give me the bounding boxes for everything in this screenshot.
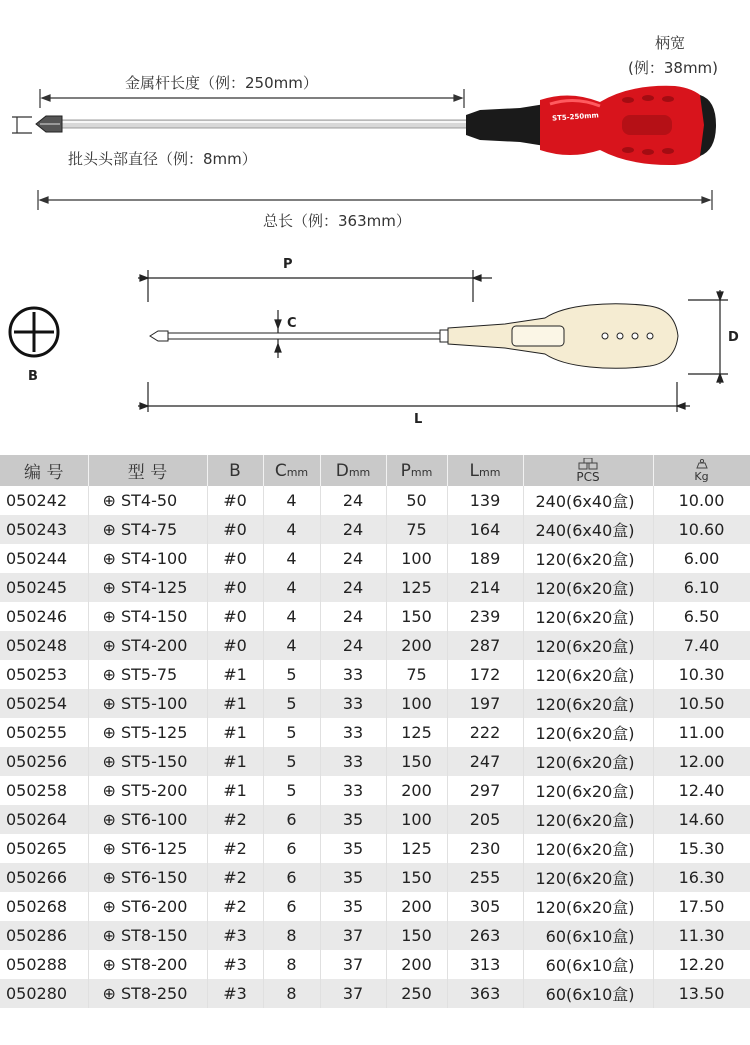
cell-d: 33 (320, 718, 386, 747)
cell-b: #1 (207, 689, 263, 718)
cell-b: #2 (207, 892, 263, 921)
cell-pcs: 120(6x20盒) (523, 776, 653, 805)
cell-b: #2 (207, 863, 263, 892)
cell-l: 222 (447, 718, 523, 747)
cell-kg: 13.50 (653, 979, 750, 1008)
cell-c: 5 (263, 660, 320, 689)
cell-c: 4 (263, 486, 320, 515)
cell-c: 4 (263, 544, 320, 573)
total-length-label: 总长（例：363mm） (263, 212, 411, 230)
cell-d: 24 (320, 544, 386, 573)
cell-d: 33 (320, 689, 386, 718)
cell-l: 139 (447, 486, 523, 515)
cell-code: 050286 (0, 921, 88, 950)
cell-b: #3 (207, 950, 263, 979)
cell-b: #1 (207, 660, 263, 689)
cell-code: 050244 (0, 544, 88, 573)
cell-model: ⊕ ST5-200 (88, 776, 207, 805)
table-row (0, 689, 750, 718)
cell-model: ⊕ ST4-125 (88, 573, 207, 602)
cell-p: 100 (386, 544, 447, 573)
cell-model: ⊕ ST5-75 (88, 660, 207, 689)
cell-model: ⊕ ST5-150 (88, 747, 207, 776)
cell-pcs: 120(6x20盒) (523, 689, 653, 718)
header-d-letter: D (335, 460, 349, 481)
d-dimension (688, 290, 728, 384)
header-l (447, 455, 523, 486)
header-l-letter: L (469, 460, 480, 481)
table-row (0, 718, 750, 747)
shaft-length-label: 金属杆长度（例：250mm） (125, 74, 318, 92)
phillips-symbol-icon (10, 308, 58, 356)
cell-l: 172 (447, 660, 523, 689)
cell-d: 35 (320, 805, 386, 834)
cell-pcs: 120(6x20盒) (523, 602, 653, 631)
cell-b: #0 (207, 602, 263, 631)
cell-code: 050254 (0, 689, 88, 718)
cell-b: #0 (207, 631, 263, 660)
handle-ferrule (466, 104, 545, 146)
cell-code: 050258 (0, 776, 88, 805)
cell-pcs: 120(6x20盒) (523, 805, 653, 834)
cell-d: 24 (320, 631, 386, 660)
cell-l: 305 (447, 892, 523, 921)
cell-model: ⊕ ST4-75 (88, 515, 207, 544)
cell-p: 125 (386, 718, 447, 747)
cell-code: 050242 (0, 486, 88, 515)
p-label: P (283, 257, 293, 272)
handle-width-example: (例：38mm) (628, 59, 719, 77)
cell-b: #1 (207, 776, 263, 805)
cell-p: 200 (386, 776, 447, 805)
cell-b: #0 (207, 515, 263, 544)
cell-model: ⊕ ST8-250 (88, 979, 207, 1008)
cell-pcs: 120(6x20盒) (523, 573, 653, 602)
cell-c: 5 (263, 718, 320, 747)
weight-icon (695, 459, 709, 469)
cell-p: 125 (386, 573, 447, 602)
table-row (0, 631, 750, 660)
cell-l: 214 (447, 573, 523, 602)
cell-c: 6 (263, 863, 320, 892)
shaft-length-dimension (40, 89, 464, 108)
cell-p: 75 (386, 515, 447, 544)
cell-p: 150 (386, 921, 447, 950)
cell-model: ⊕ ST8-200 (88, 950, 207, 979)
cell-code: 050288 (0, 950, 88, 979)
cell-p: 150 (386, 602, 447, 631)
cell-b: #1 (207, 718, 263, 747)
cell-pcs: 120(6x20盒) (523, 544, 653, 573)
cell-model: ⊕ ST6-200 (88, 892, 207, 921)
table-header-row (0, 455, 750, 486)
cell-c: 5 (263, 747, 320, 776)
cell-model: ⊕ ST6-125 (88, 834, 207, 863)
spec-table (0, 455, 750, 1008)
tool-outline (150, 304, 678, 369)
cell-p: 150 (386, 747, 447, 776)
cell-c: 8 (263, 950, 320, 979)
cell-p: 100 (386, 805, 447, 834)
cell-pcs: 240(6x40盒) (523, 486, 653, 515)
table-row (0, 660, 750, 689)
cell-model: ⊕ ST4-200 (88, 631, 207, 660)
header-b: B (207, 455, 263, 486)
cell-code: 050264 (0, 805, 88, 834)
cell-c: 5 (263, 776, 320, 805)
cell-b: #2 (207, 805, 263, 834)
cell-d: 24 (320, 515, 386, 544)
cell-p: 200 (386, 631, 447, 660)
cell-c: 6 (263, 834, 320, 863)
cell-kg: 6.10 (653, 573, 750, 602)
cell-c: 6 (263, 805, 320, 834)
dimension-drawing (0, 240, 750, 440)
cell-code: 050248 (0, 631, 88, 660)
cell-c: 4 (263, 631, 320, 660)
cell-kg: 6.00 (653, 544, 750, 573)
cell-p: 125 (386, 834, 447, 863)
cell-l: 239 (447, 602, 523, 631)
cell-model: ⊕ ST5-100 (88, 689, 207, 718)
cell-code: 050255 (0, 718, 88, 747)
cell-kg: 11.00 (653, 718, 750, 747)
cell-kg: 10.60 (653, 515, 750, 544)
cell-l: 189 (447, 544, 523, 573)
table-row (0, 544, 750, 573)
header-d-unit: mm (348, 465, 371, 479)
table-row (0, 602, 750, 631)
p-dimension (138, 270, 492, 302)
tip-diameter-label: 批头头部直径（例：8mm） (68, 150, 257, 168)
cell-pcs: 120(6x20盒) (523, 892, 653, 921)
header-pcs (523, 455, 653, 486)
table-row (0, 515, 750, 544)
table-row (0, 573, 750, 602)
cell-c: 8 (263, 979, 320, 1008)
cell-code: 050256 (0, 747, 88, 776)
table-row (0, 747, 750, 776)
cell-model: ⊕ ST6-150 (88, 863, 207, 892)
cell-b: #1 (207, 747, 263, 776)
cell-kg: 12.00 (653, 747, 750, 776)
cell-pcs: 120(6x20盒) (523, 660, 653, 689)
cell-kg: 10.50 (653, 689, 750, 718)
cell-pcs: 120(6x20盒) (523, 834, 653, 863)
header-c-unit: mm (286, 465, 309, 479)
header-kg (653, 455, 750, 486)
cell-kg: 12.40 (653, 776, 750, 805)
header-kg-text: Kg (694, 469, 709, 483)
cell-d: 33 (320, 776, 386, 805)
l-label: L (414, 412, 423, 427)
cell-p: 100 (386, 689, 447, 718)
cell-b: #0 (207, 486, 263, 515)
cell-d: 37 (320, 979, 386, 1008)
cell-kg: 17.50 (653, 892, 750, 921)
d-label: D (728, 330, 739, 345)
b-label: B (28, 369, 38, 384)
cell-code: 050246 (0, 602, 88, 631)
cell-kg: 15.30 (653, 834, 750, 863)
cell-model: ⊕ ST5-125 (88, 718, 207, 747)
cell-l: 205 (447, 805, 523, 834)
handle-width-label: 柄宽 (655, 34, 686, 52)
header-c (263, 455, 320, 486)
cell-pcs: 60(6x10盒) (523, 950, 653, 979)
cell-p: 200 (386, 950, 447, 979)
cell-code: 050280 (0, 979, 88, 1008)
cell-p: 150 (386, 863, 447, 892)
cell-pcs: 60(6x10盒) (523, 979, 653, 1008)
header-pcs-text: PCS (576, 469, 600, 484)
cell-b: #0 (207, 544, 263, 573)
handle-print-text: ST5-250mm (551, 111, 600, 123)
cell-l: 164 (447, 515, 523, 544)
cell-d: 35 (320, 892, 386, 921)
cell-d: 35 (320, 863, 386, 892)
table-row (0, 486, 750, 515)
cell-d: 33 (320, 747, 386, 776)
cell-pcs: 240(6x40盒) (523, 515, 653, 544)
cell-p: 50 (386, 486, 447, 515)
cell-l: 247 (447, 747, 523, 776)
cell-l: 255 (447, 863, 523, 892)
cell-pcs: 120(6x20盒) (523, 718, 653, 747)
cell-b: #2 (207, 834, 263, 863)
table-row (0, 834, 750, 863)
cell-model: ⊕ ST4-50 (88, 486, 207, 515)
cell-model: ⊕ ST4-150 (88, 602, 207, 631)
table-row (0, 892, 750, 921)
cell-c: 4 (263, 573, 320, 602)
cell-pcs: 120(6x20盒) (523, 631, 653, 660)
l-dimension (138, 382, 690, 412)
header-l-unit: mm (479, 465, 501, 479)
tip-diameter-dimension (12, 117, 32, 133)
cell-model: ⊕ ST4-100 (88, 544, 207, 573)
cell-l: 197 (447, 689, 523, 718)
header-p-unit: mm (410, 465, 433, 479)
table-row (0, 950, 750, 979)
total-length-dimension (38, 190, 712, 210)
cell-d: 24 (320, 573, 386, 602)
cell-pcs: 120(6x20盒) (523, 863, 653, 892)
cell-l: 287 (447, 631, 523, 660)
header-p (386, 455, 447, 486)
cell-c: 4 (263, 602, 320, 631)
cell-d: 24 (320, 602, 386, 631)
cell-d: 33 (320, 660, 386, 689)
cell-pcs: 60(6x10盒) (523, 921, 653, 950)
cell-l: 313 (447, 950, 523, 979)
cell-model: ⊕ ST8-150 (88, 921, 207, 950)
cell-c: 4 (263, 515, 320, 544)
header-code: 编 号 (0, 455, 88, 486)
header-c-letter: C (274, 460, 287, 481)
cell-kg: 10.00 (653, 486, 750, 515)
cell-c: 6 (263, 892, 320, 921)
cell-l: 363 (447, 979, 523, 1008)
c-label: C (287, 316, 297, 331)
cell-p: 75 (386, 660, 447, 689)
table-row (0, 921, 750, 950)
cell-kg: 14.60 (653, 805, 750, 834)
cell-kg: 12.20 (653, 950, 750, 979)
table-row (0, 776, 750, 805)
cell-kg: 11.30 (653, 921, 750, 950)
cell-kg: 16.30 (653, 863, 750, 892)
cell-l: 297 (447, 776, 523, 805)
cell-b: #0 (207, 573, 263, 602)
cell-kg: 10.30 (653, 660, 750, 689)
cell-l: 263 (447, 921, 523, 950)
cell-p: 200 (386, 892, 447, 921)
cell-model: ⊕ ST6-100 (88, 805, 207, 834)
table-row (0, 805, 750, 834)
cell-d: 35 (320, 834, 386, 863)
cell-code: 050245 (0, 573, 88, 602)
cell-kg: 6.50 (653, 602, 750, 631)
table-row (0, 979, 750, 1008)
header-model: 型 号 (88, 455, 207, 486)
cell-l: 230 (447, 834, 523, 863)
cell-code: 050268 (0, 892, 88, 921)
cell-c: 5 (263, 689, 320, 718)
cell-p: 250 (386, 979, 447, 1008)
cell-kg: 7.40 (653, 631, 750, 660)
cell-code: 050265 (0, 834, 88, 863)
cell-d: 37 (320, 921, 386, 950)
header-p-letter: P (400, 460, 411, 481)
header-d (320, 455, 386, 486)
cell-code: 050266 (0, 863, 88, 892)
cell-d: 37 (320, 950, 386, 979)
cell-b: #3 (207, 979, 263, 1008)
table-row (0, 863, 750, 892)
cell-c: 8 (263, 921, 320, 950)
cell-d: 24 (320, 486, 386, 515)
box-stack-icon (578, 458, 598, 470)
screwdriver-photo (0, 0, 750, 240)
cell-pcs: 120(6x20盒) (523, 747, 653, 776)
cell-code: 050243 (0, 515, 88, 544)
cell-b: #3 (207, 921, 263, 950)
cell-code: 050253 (0, 660, 88, 689)
